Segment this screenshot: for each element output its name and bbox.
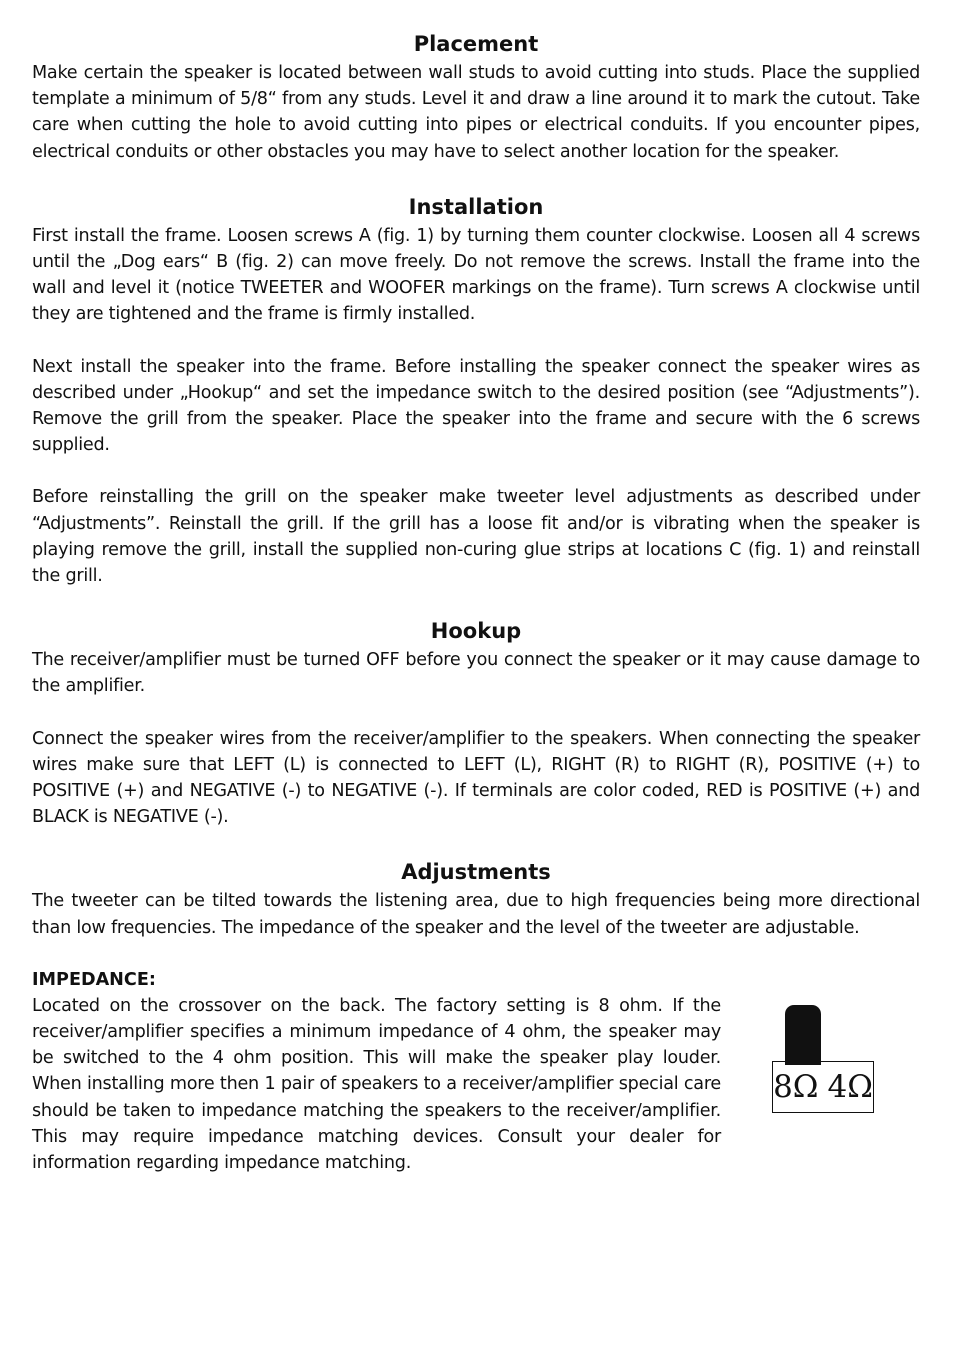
adjustments-section (32, 856, 920, 1176)
placement-text: Make certain the speaker is located between wall studs to avoid cutting into studs. Place the supplied template a minimum of 5/8“ from any studs. Level it and draw a line around it to mark the cutout. Take care when cutting the hole to avoid cutting into pipes or electrical conduits. If you encounter pipes, electrical conduits or other obstacles you may have to select another location for the speaker. (32, 63, 920, 162)
placement-section (32, 28, 920, 165)
manual-page (32, 28, 920, 1176)
impedance-block (32, 993, 920, 1176)
installation-heading: Installation (408, 194, 544, 219)
impedance-heading: IMPEDANCE: (32, 969, 156, 990)
hookup-warning-text: The receiver/amplifier must be turned OFF before you connect the speaker or it may cause damage to the amplifier. (32, 650, 920, 697)
installation-section (32, 191, 920, 589)
switch-label-8-ohm: 8Ω (773, 1068, 819, 1105)
installation-grill-text: Before reinstalling the grill on the speaker make tweeter level adjustments as described under “Adjustments”. Reinstall the grill. If the grill has a loose fit and/or is vibrating when the speaker is playing remove the grill, install the supplied non-curing glue strips at locations C (fig. 1) and reinstall the grill. (32, 487, 920, 587)
switch-label-4-ohm: 4Ω (827, 1068, 873, 1105)
hookup-section (32, 615, 920, 830)
adjustments-intro-text: The tweeter can be tilted towards the listening area, due to high frequencies being more directional than low frequencies. The impedance of the speaker and the level of the tweeter are adjustable. (32, 891, 920, 938)
hookup-heading: Hookup (430, 619, 522, 644)
hookup-wiring-text: Connect the speaker wires from the receiver/amplifier to the speakers. When connecting the speaker wires make sure that LEFT (L) is connected to LEFT (L), RIGHT (R) to RIGHT (R), POSITIVE (+) to POSITIVE (+) and NEGATIVE (-) to NEGATIVE (-). If terminals are color coded, RED is POSITIVE (+) and BLACK is NEGATIVE (-). (32, 728, 920, 828)
installation-speaker-text: Next install the speaker into the frame. Before installing the speaker connect the speaker wires as described under „Hookup“ and set the impedance switch to the desired position (see “Adjustments”). Remove the grill from the speaker. Place the speaker into the frame and secure with the 6 screws supplied. (32, 356, 920, 456)
switch-knob-icon (785, 1005, 821, 1065)
installation-frame-text: First install the frame. Loosen screws A (fig. 1) by turning them counter clockwise. Loosen all 4 screws until the „Dog ears“ B (fig. 2) can move freely. Do not remove the screws. Install the frame into the wall and level it (notice TWEETER and WOOFER markings on the frame). Turn screws A clockwise until they are tightened and the frame is firmly installed. (32, 225, 920, 325)
impedance-text: Located on the crossover on the back. The factory setting is 8 ohm. If the receiver/amplifier specifies a minimum impedance of 4 ohm, the speaker may be switched to the 4 ohm position. This will make the speaker play louder. When installing more then 1 pair of speakers to a receiver/amplifier special care should be taken to impedance matching the speakers to the receiver/amplifier. This may require impedance matching devices. Consult your dealer for information regarding impedance matching. (32, 995, 721, 1174)
adjustments-heading: Adjustments (401, 860, 551, 885)
placement-heading: Placement (413, 32, 539, 56)
impedance-switch-figure (772, 1005, 876, 1117)
switch-label-plate (772, 1061, 874, 1113)
